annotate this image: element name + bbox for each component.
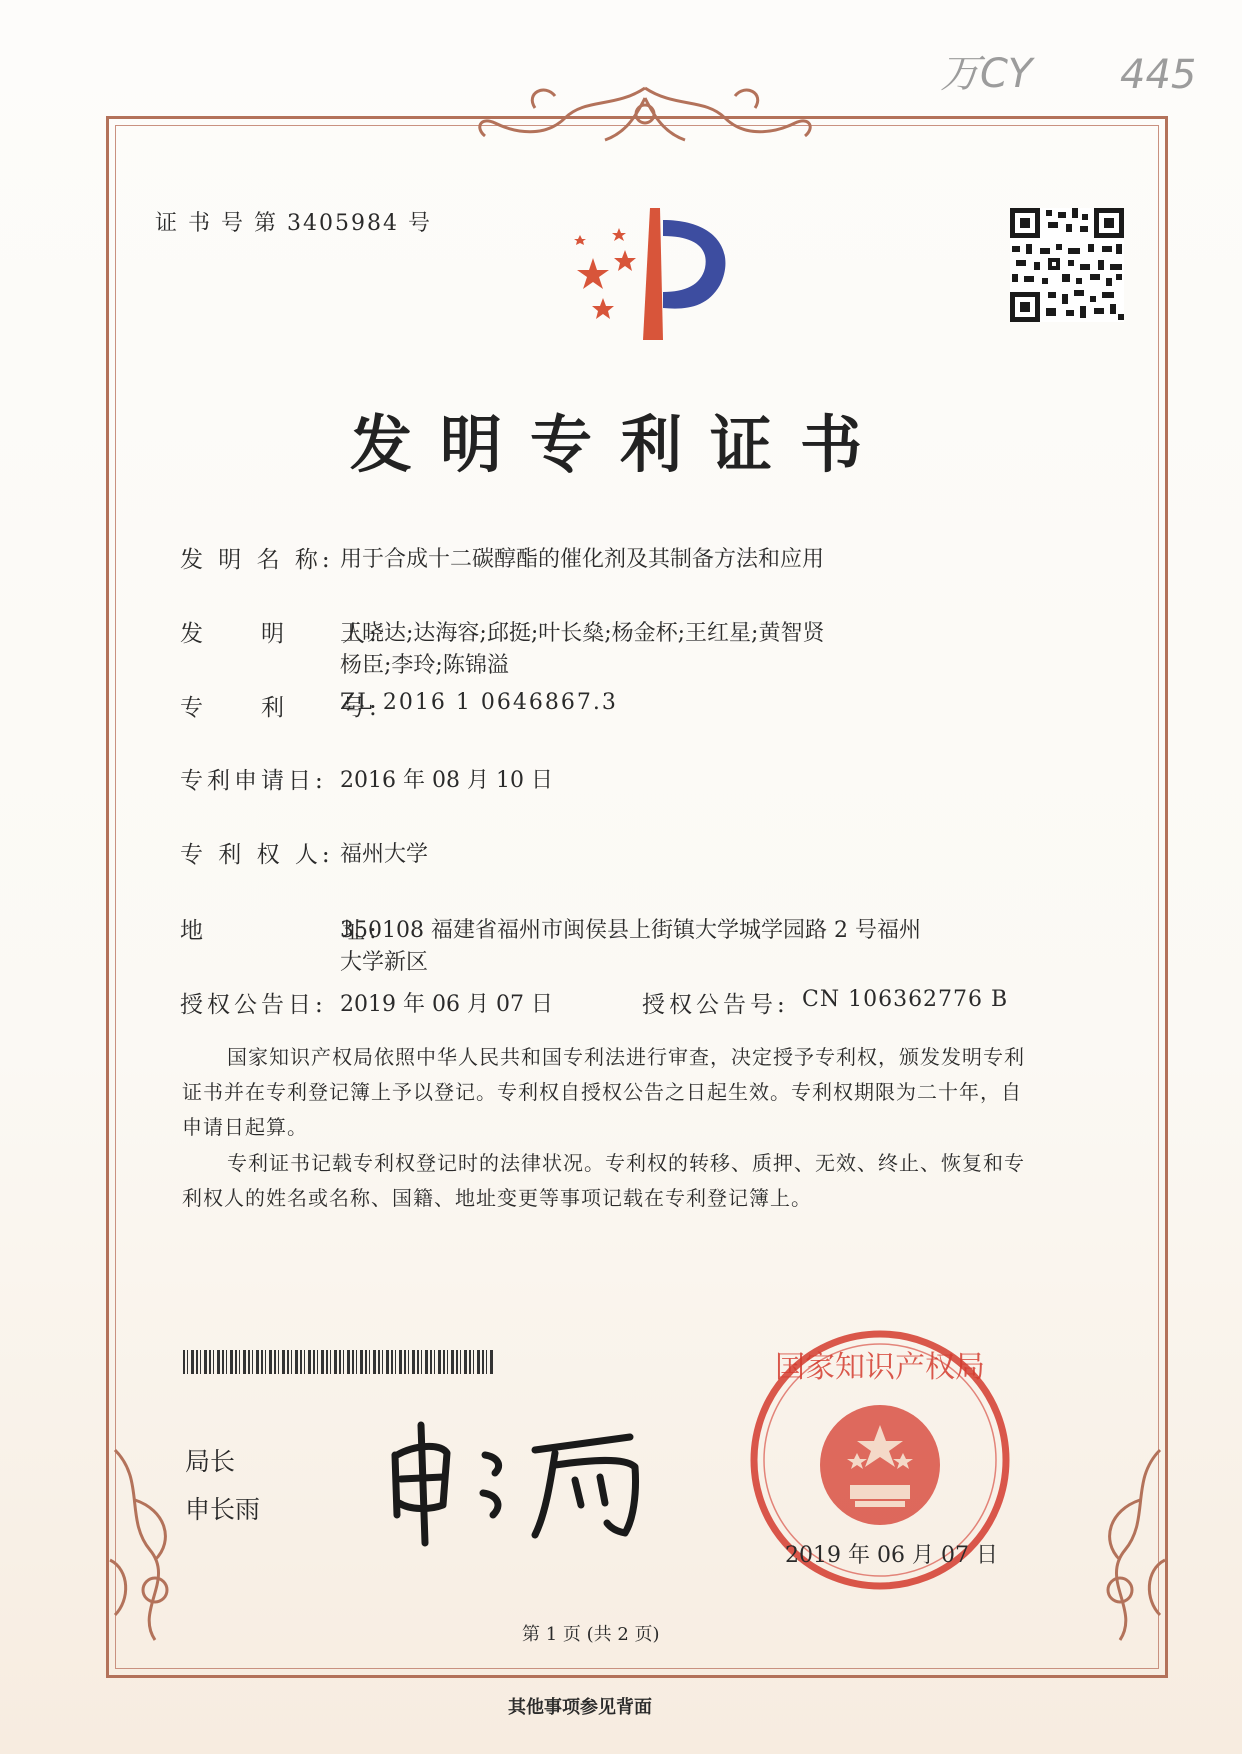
address-value-line1: 350108 福建省福州市闽侯县上街镇大学城学园路 2 号福州: [340, 918, 921, 943]
statement-2-line-2: 利权人的姓名或名称、国籍、地址变更等事项记载在专利登记簿上。: [182, 1186, 812, 1210]
patent-office-logo: [545, 200, 735, 350]
statement-1-line-3: 申请日起算。: [182, 1115, 308, 1139]
grant-number-label: 授权公告号:: [642, 992, 789, 1018]
back-note: 其他事项参见背面: [508, 1697, 652, 1718]
patentee-value: 福州大学: [340, 842, 429, 867]
qr-code: [1010, 208, 1124, 322]
address-value-line2: 大学新区: [340, 950, 429, 975]
inventors-value-line2: 杨臣;李玲;陈锦溢: [340, 653, 509, 678]
grant-date-value: 2019 年 06 月 07 日: [340, 992, 553, 1017]
top-ornament: [465, 78, 825, 150]
seal-text: 国家知识产权局: [775, 1350, 985, 1385]
statement-1-line-2: 证书并在专利登记簿上予以登记。专利权自授权公告之日起生效。专利权期限为二十年，自: [182, 1080, 1022, 1104]
bottom-right-ornament: [1070, 1440, 1180, 1660]
filing-date-value: 2016 年 08 月 10 日: [340, 768, 553, 793]
inventors-label: 发 明 人:: [180, 621, 381, 647]
handwritten-note-right: 445: [1120, 52, 1197, 98]
page-info: 第 1 页 (共 2 页): [522, 1624, 660, 1645]
seal-date: 2019 年 06 月 07 日: [785, 1543, 998, 1568]
certificate-number: 证 书 号 第 3405984 号: [155, 211, 432, 236]
statement-1-line-1: 国家知识产权局依照中华人民共和国专利法进行审查，决定授予专利权，颁发发明专利: [227, 1045, 1025, 1069]
director-title: 局长: [185, 1447, 236, 1476]
invention-name-label: 发 明 名 称:: [180, 547, 334, 573]
statement-paragraph-1: [182, 1040, 1102, 1145]
inventors-value-line1: 王晓达;达海容;邱挺;叶长燊;杨金杯;王红星;黄智贤: [340, 621, 825, 646]
director-signature: [385, 1415, 665, 1550]
statement-2-line-1: 专利证书记载专利权登记时的法律状况。专利权的转移、质押、无效、终止、恢复和专: [227, 1151, 1025, 1175]
patent-number-value: ZL 2016 1 0646867.3: [340, 690, 618, 715]
filing-date-label: 专利申请日:: [180, 768, 327, 794]
address-label: 地 址:: [180, 918, 381, 944]
certificate-title: 发明专利证书: [350, 408, 891, 481]
handwritten-note-left: 万CY: [940, 51, 1033, 97]
statement-paragraph-2: [182, 1146, 1102, 1216]
director-name: 申长雨: [185, 1495, 261, 1524]
grant-number-value: CN 106362776 B: [802, 987, 1009, 1012]
patent-number-label: 专 利 号:: [180, 695, 381, 721]
invention-name-value: 用于合成十二碳醇酯的催化剂及其制备方法和应用: [340, 547, 825, 572]
patentee-label: 专 利 权 人:: [180, 842, 334, 868]
barcode: [183, 1350, 495, 1374]
grant-date-label: 授权公告日:: [180, 992, 327, 1018]
